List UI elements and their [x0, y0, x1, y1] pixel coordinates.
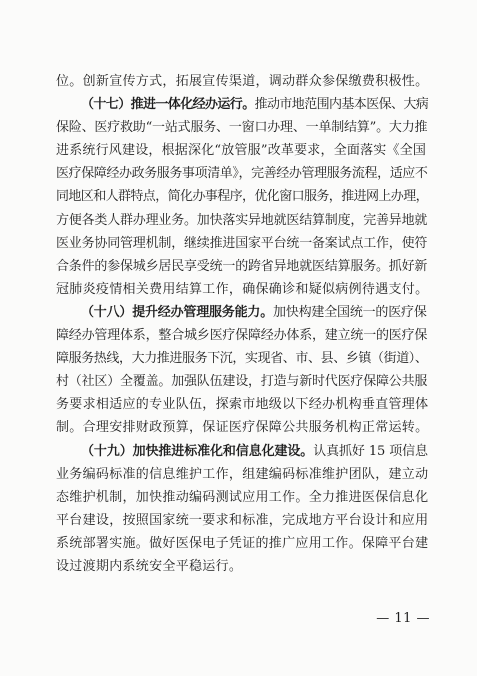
line-text: 障经办管理体系，整合城乡医疗保障经办体系，建立统一的医疗保 — [56, 328, 428, 344]
line-text: 障服务热线，大力推进服务下沉，实现省、市、县、乡镇（街道）、 — [56, 351, 428, 367]
line-text: 冠肺炎疫情相关费用结算工作，确保确诊和疑似病例待遇支付。 — [56, 281, 428, 297]
line-text: 务要求相适应的专业队伍，探索市地级以下经办机构垂直管理体 — [56, 397, 428, 413]
text-line — [56, 370, 428, 393]
line-text: 业务编码标准的信息维护工作，组建编码标准维护团队，建立动 — [56, 466, 428, 482]
text-line — [56, 209, 428, 232]
line-text: 态维护机制，加快推动编码测试应用工作。全力推进医保信息化 — [56, 489, 428, 505]
line-text: 医疗保障经办政务服务事项清单》，完善经办管理服务流程，适应不 — [56, 166, 428, 182]
text-line — [56, 301, 428, 324]
line-text: 医业务协同管理机制，继续推进国家平台统一备案试点工作，使符 — [56, 235, 428, 251]
text-line — [56, 116, 428, 139]
line-text: 系统部署实施。做好医保电子凭证的推广应用工作。保障平台建 — [56, 535, 428, 551]
body-text — [56, 70, 428, 578]
line-text: 认真抓好 15 项信息 — [313, 443, 428, 459]
text-line — [56, 416, 428, 439]
line-text: 保险、医疗救助“一站式服务、一窗口办理、一单制结算”。大力推 — [56, 120, 428, 136]
section-heading: （十八）提升经办管理服务能力。 — [81, 304, 274, 320]
line-text: 方便各类人群办理业务。加快落实异地就医结算制度，完善异地就 — [56, 212, 428, 228]
text-line — [56, 347, 428, 370]
text-line — [56, 185, 428, 208]
text-line — [56, 93, 428, 116]
text-line — [56, 532, 428, 555]
text-line — [56, 509, 428, 532]
line-text: 加快构建全国统一的医疗保 — [273, 304, 427, 320]
page-number: — 11 — — [376, 611, 430, 626]
line-text: 平台建设，按照国家统一要求和标准，完成地方平台设计和应用 — [56, 512, 428, 528]
text-line — [56, 486, 428, 509]
line-text: 同地区和人群特点，简化办事程序，优化窗口服务，推进网上办理， — [56, 189, 428, 205]
text-line — [56, 232, 428, 255]
line-text: 进系统行风建设，根据深化“放管服”改革要求，全面落实《全国 — [56, 143, 427, 159]
line-text: 制。合理安排财政预算，保证医疗保障公共服务机构正常运转。 — [56, 420, 428, 436]
text-line — [56, 555, 428, 578]
text-line — [56, 162, 428, 185]
text-line — [56, 324, 428, 347]
line-text: 位。创新宣传方式，拓展宣传渠道，调动群众参保缴费积极性。 — [56, 74, 428, 89]
text-line — [56, 463, 428, 486]
line-text: 推动市地范围内基本医保、大病 — [254, 97, 428, 113]
text-line — [56, 440, 428, 463]
line-text: 村（社区）全覆盖。加强队伍建设，打造与新时代医疗保障公共服 — [56, 374, 428, 390]
text-line — [56, 278, 428, 301]
text-line — [56, 393, 428, 416]
section-heading: （十九）加快推进标准化和信息化建设。 — [81, 443, 314, 459]
text-line — [56, 70, 428, 93]
section-heading: （十七）推进一体化经办运行。 — [81, 97, 255, 113]
text-line — [56, 255, 428, 278]
line-text: 设过渡期内系统安全平稳运行。 — [56, 558, 243, 574]
text-line — [56, 139, 428, 162]
line-text: 合条件的参保城乡居民享受统一的跨省异地就医结算服务。抓好新 — [56, 258, 428, 274]
